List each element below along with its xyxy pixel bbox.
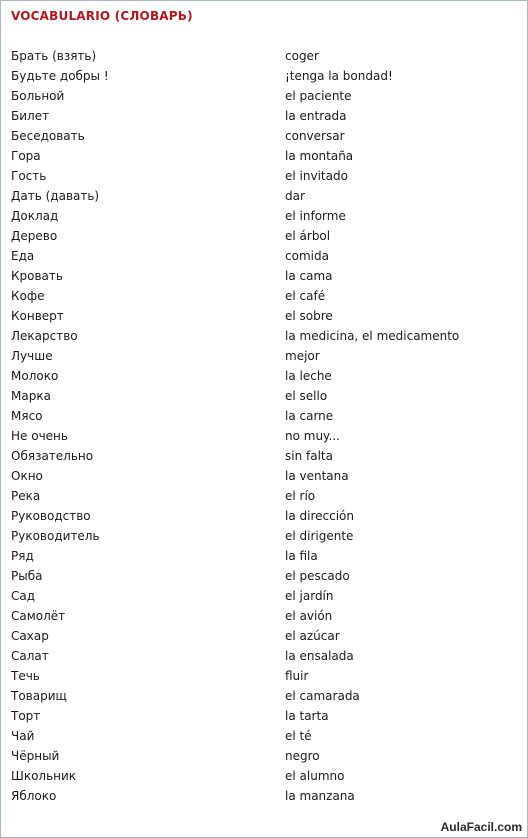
russian-word: Беседовать bbox=[11, 129, 85, 143]
russian-word: Еда bbox=[11, 249, 35, 263]
russian-word: Торт bbox=[11, 709, 41, 723]
spanish-translation: el pescado bbox=[285, 569, 350, 583]
russian-word: Сад bbox=[11, 589, 36, 603]
russian-word: Лекарство bbox=[11, 329, 78, 343]
table-row bbox=[11, 146, 511, 166]
table-row bbox=[11, 586, 511, 606]
spanish-translation: ¡tenga la bondad! bbox=[285, 69, 393, 83]
russian-word: Гора bbox=[11, 149, 41, 163]
russian-word: Течь bbox=[11, 669, 40, 683]
table-row bbox=[11, 526, 511, 546]
table-row bbox=[11, 126, 511, 146]
spanish-translation: la cama bbox=[285, 269, 333, 283]
table-row bbox=[11, 606, 511, 626]
russian-word: Окно bbox=[11, 469, 43, 483]
table-row bbox=[11, 186, 511, 206]
table-row bbox=[11, 266, 511, 286]
spanish-translation: el té bbox=[285, 729, 312, 743]
russian-word: Рыба bbox=[11, 569, 43, 583]
table-row bbox=[11, 286, 511, 306]
table-row bbox=[11, 386, 511, 406]
russian-word: Лучше bbox=[11, 349, 53, 363]
table-row bbox=[11, 766, 511, 786]
table-row bbox=[11, 246, 511, 266]
spanish-translation: mejor bbox=[285, 349, 320, 363]
table-row bbox=[11, 66, 511, 86]
russian-word: Мясо bbox=[11, 409, 43, 423]
table-row bbox=[11, 206, 511, 226]
russian-word: Ряд bbox=[11, 549, 34, 563]
spanish-translation: el café bbox=[285, 289, 326, 303]
spanish-translation: el paciente bbox=[285, 89, 352, 103]
vocabulary-table bbox=[11, 46, 511, 806]
spanish-translation: la leche bbox=[285, 369, 332, 383]
spanish-translation: negro bbox=[285, 749, 320, 763]
spanish-translation: la ventana bbox=[285, 469, 349, 483]
table-row bbox=[11, 546, 511, 566]
russian-word: Сахар bbox=[11, 629, 49, 643]
table-row bbox=[11, 686, 511, 706]
spanish-translation: la ensalada bbox=[285, 649, 354, 663]
spanish-translation: el alumno bbox=[285, 769, 345, 783]
russian-word: Руководство bbox=[11, 509, 91, 523]
table-row bbox=[11, 786, 511, 806]
table-row bbox=[11, 566, 511, 586]
spanish-translation: la manzana bbox=[285, 789, 355, 803]
table-row bbox=[11, 446, 511, 466]
spanish-translation: el jardín bbox=[285, 589, 334, 603]
spanish-translation: la dirección bbox=[285, 509, 354, 523]
table-row bbox=[11, 626, 511, 646]
spanish-translation: el informe bbox=[285, 209, 346, 223]
russian-word: Яблоко bbox=[11, 789, 57, 803]
table-row bbox=[11, 486, 511, 506]
russian-word: Марка bbox=[11, 389, 51, 403]
russian-word: Чёрный bbox=[11, 749, 60, 763]
spanish-translation: el sobre bbox=[285, 309, 333, 323]
spanish-translation: sin falta bbox=[285, 449, 333, 463]
spanish-translation: comida bbox=[285, 249, 329, 263]
russian-word: Чай bbox=[11, 729, 35, 743]
russian-word: Не очень bbox=[11, 429, 68, 443]
russian-word: Дать (давать) bbox=[11, 189, 100, 203]
russian-word: Школьник bbox=[11, 769, 77, 783]
spanish-translation: el sello bbox=[285, 389, 328, 403]
page-title: VOCABULARIO (СЛОВАРЬ) bbox=[11, 9, 193, 23]
russian-word: Билет bbox=[11, 109, 50, 123]
spanish-translation: el dirigente bbox=[285, 529, 354, 543]
spanish-translation: fluir bbox=[285, 669, 309, 683]
spanish-translation: la entrada bbox=[285, 109, 347, 123]
watermark-logo: AulaFacil.com bbox=[440, 820, 522, 834]
table-row bbox=[11, 366, 511, 386]
spanish-translation: la carne bbox=[285, 409, 334, 423]
table-row bbox=[11, 326, 511, 346]
spanish-translation: el azúcar bbox=[285, 629, 340, 643]
spanish-translation: coger bbox=[285, 49, 319, 63]
table-row bbox=[11, 226, 511, 246]
table-row bbox=[11, 426, 511, 446]
spanish-translation: el camarada bbox=[285, 689, 360, 703]
russian-word: Обязательно bbox=[11, 449, 94, 463]
table-row bbox=[11, 646, 511, 666]
russian-word: Река bbox=[11, 489, 41, 503]
spanish-translation: conversar bbox=[285, 129, 345, 143]
russian-word: Салат bbox=[11, 649, 49, 663]
table-row bbox=[11, 746, 511, 766]
russian-word: Доклад bbox=[11, 209, 59, 223]
russian-word: Молоко bbox=[11, 369, 59, 383]
spanish-translation: el invitado bbox=[285, 169, 348, 183]
table-row bbox=[11, 406, 511, 426]
spanish-translation: la medicina, el medicamento bbox=[285, 329, 460, 343]
russian-word: Самолёт bbox=[11, 609, 66, 623]
spanish-translation: la fila bbox=[285, 549, 318, 563]
table-row bbox=[11, 506, 511, 526]
table-row bbox=[11, 106, 511, 126]
table-row bbox=[11, 346, 511, 366]
spanish-translation: el río bbox=[285, 489, 316, 503]
table-row bbox=[11, 166, 511, 186]
spanish-translation: el árbol bbox=[285, 229, 331, 243]
table-row bbox=[11, 46, 511, 66]
russian-word: Кровать bbox=[11, 269, 63, 283]
russian-word: Будьте добры ! bbox=[11, 69, 109, 83]
table-row bbox=[11, 86, 511, 106]
russian-word: Кофе bbox=[11, 289, 45, 303]
table-row bbox=[11, 726, 511, 746]
spanish-translation: la tarta bbox=[285, 709, 329, 723]
spanish-translation: no muy... bbox=[285, 429, 340, 443]
russian-word: Руководитель bbox=[11, 529, 100, 543]
spanish-translation: dar bbox=[285, 189, 305, 203]
table-row bbox=[11, 706, 511, 726]
table-row bbox=[11, 466, 511, 486]
russian-word: Дерево bbox=[11, 229, 58, 243]
russian-word: Конверт bbox=[11, 309, 64, 323]
russian-word: Больной bbox=[11, 89, 65, 103]
spanish-translation: la montaña bbox=[285, 149, 354, 163]
table-row bbox=[11, 666, 511, 686]
spanish-translation: el avión bbox=[285, 609, 333, 623]
russian-word: Брать (взять) bbox=[11, 49, 97, 63]
russian-word: Гость bbox=[11, 169, 47, 183]
russian-word: Товарищ bbox=[11, 689, 67, 703]
table-row bbox=[11, 306, 511, 326]
